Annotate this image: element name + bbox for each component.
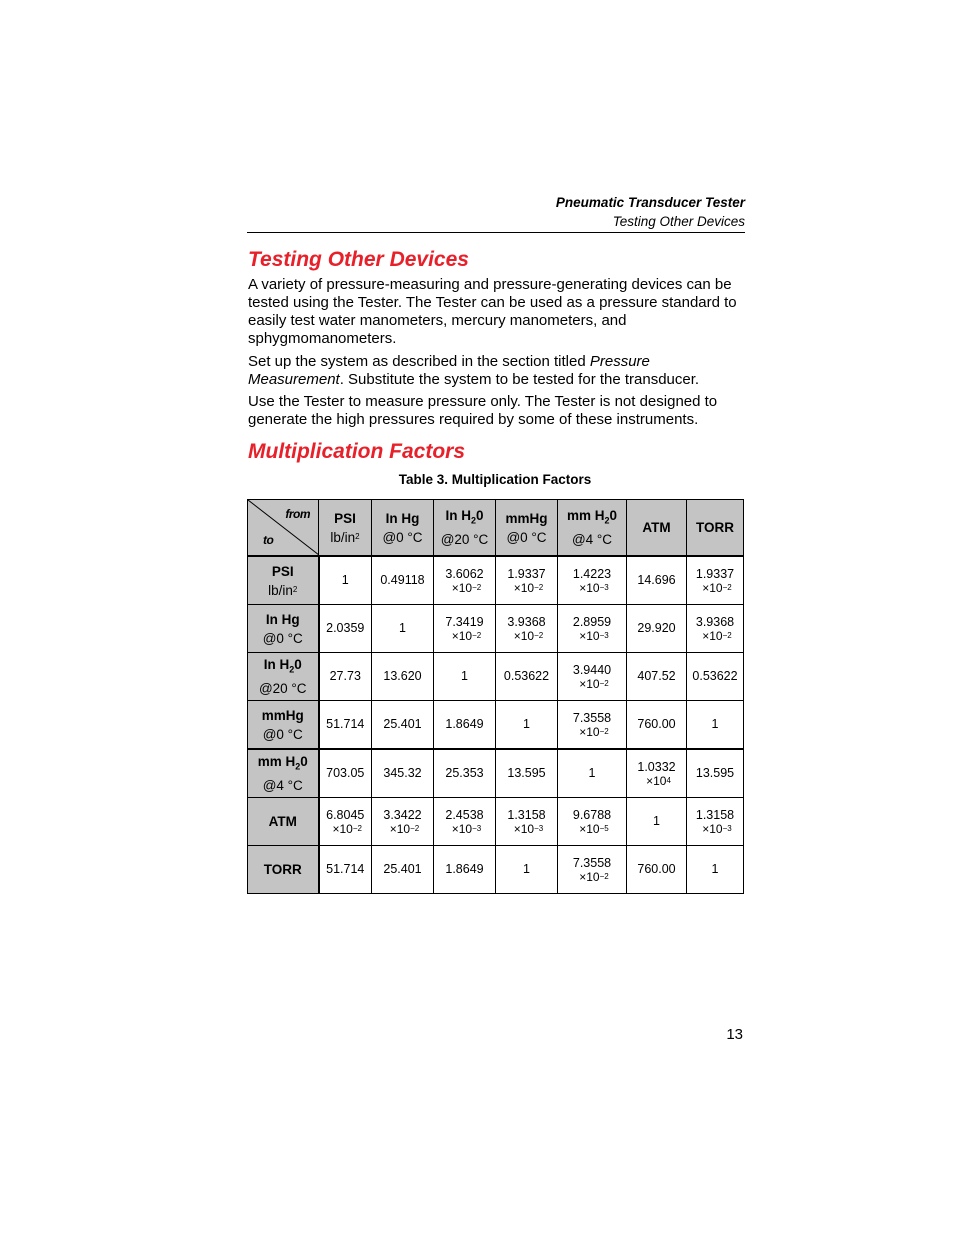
cell-exponent xyxy=(558,823,626,836)
row-header-2-unit-text: @20 °C xyxy=(258,681,307,697)
column-header-5-name xyxy=(627,519,686,536)
table-cell xyxy=(319,653,372,701)
table-cell xyxy=(496,749,558,798)
cell-value: 0.53622 xyxy=(503,669,550,683)
column-header-3-name-text: mmHg xyxy=(505,510,548,526)
exponent-base: ×10 xyxy=(579,676,600,691)
column-header-3 xyxy=(496,500,558,557)
column-header-0-name xyxy=(319,510,371,527)
cell-value: 1.8649 xyxy=(445,862,484,876)
row-header-4-name-tail: 0 xyxy=(300,753,308,769)
table-cell xyxy=(372,749,434,798)
table-cell xyxy=(627,846,687,894)
row-header-1-unit-text: @0 °C xyxy=(262,630,303,646)
column-header-1 xyxy=(372,500,434,557)
cell-value: 1 xyxy=(653,814,660,828)
row-header-0-unit xyxy=(248,582,318,599)
table-cell xyxy=(687,653,744,701)
cell-value: 1.3158 xyxy=(695,807,735,822)
table-cell xyxy=(687,846,744,894)
cell-exponent xyxy=(558,871,626,884)
row-header-4-name-text: mm H xyxy=(257,753,296,769)
table-cell xyxy=(319,846,372,894)
exponent-power: −2 xyxy=(534,582,544,592)
row-header-3-name-text: mmHg xyxy=(261,707,304,723)
column-header-2-unit-text: @20 °C xyxy=(440,532,489,548)
page-number: 13 xyxy=(726,1026,743,1043)
column-header-2-name-text: In H xyxy=(445,507,471,523)
table-cell xyxy=(627,653,687,701)
table-cell xyxy=(496,605,558,653)
row-header-4-name xyxy=(248,753,318,776)
cell-value: 0.53622 xyxy=(692,669,738,683)
paragraph-setup xyxy=(248,353,748,389)
row-header-3-name xyxy=(248,707,318,724)
exponent-power: −2 xyxy=(722,582,732,592)
exponent-base: ×10 xyxy=(702,580,723,595)
row-header-6 xyxy=(248,846,319,894)
cell-value: 1 xyxy=(711,862,719,876)
table-row xyxy=(248,846,744,894)
column-header-4-name-tail: 0 xyxy=(609,507,618,523)
cell-value: 25.401 xyxy=(383,862,422,876)
column-header-0 xyxy=(319,500,372,557)
table-cell xyxy=(496,846,558,894)
table-cell xyxy=(687,605,744,653)
exponent-base: ×10 xyxy=(332,821,353,836)
multiplication-factors-table xyxy=(247,499,744,894)
column-header-1-name xyxy=(372,510,433,527)
column-header-0-unit xyxy=(319,529,371,546)
table-cell xyxy=(372,846,434,894)
exponent-power: −3 xyxy=(534,823,544,833)
table-row xyxy=(248,701,744,750)
cell-value: 3.9368 xyxy=(695,614,735,629)
row-header-0 xyxy=(248,556,319,605)
cell-value: 51.714 xyxy=(326,717,365,731)
table-cell xyxy=(496,798,558,846)
exponent-power: −2 xyxy=(472,582,482,592)
exponent-base: ×10 xyxy=(451,821,473,836)
corner-cell xyxy=(248,500,319,557)
exponent-base: ×10 xyxy=(579,628,600,643)
cell-value: 25.353 xyxy=(445,766,484,780)
cell-value: 1 xyxy=(399,621,406,635)
table-cell xyxy=(434,749,496,798)
column-header-4-name xyxy=(558,507,626,530)
exponent-power: −2 xyxy=(534,630,544,640)
cell-value: 6.8045 xyxy=(326,807,365,822)
exponent-power: −3 xyxy=(599,630,609,640)
exponent-power: −3 xyxy=(472,823,482,833)
table-row xyxy=(248,605,744,653)
exponent-power: −3 xyxy=(722,823,732,833)
exponent-power: −2 xyxy=(599,871,609,881)
cell-value: 1 xyxy=(523,862,530,876)
row-header-0-unit-sup: 2 xyxy=(292,584,298,594)
table-row xyxy=(248,653,744,701)
table-cell xyxy=(627,701,687,750)
table-cell xyxy=(496,701,558,750)
cell-exponent xyxy=(434,582,495,595)
cell-value: 407.52 xyxy=(637,669,676,683)
table-cell xyxy=(687,798,744,846)
column-header-4-unit xyxy=(558,531,626,548)
column-header-4 xyxy=(558,500,627,557)
setup-text-end: . Substitute the system to be tested for the transducer. xyxy=(339,371,700,388)
cell-value: 29.920 xyxy=(637,621,676,635)
table-cell xyxy=(434,556,496,605)
cell-value: 1 xyxy=(341,573,349,587)
column-header-6-name xyxy=(687,519,743,536)
cell-exponent xyxy=(372,823,433,836)
table-row xyxy=(248,556,744,605)
exponent-power: −2 xyxy=(410,823,420,833)
column-header-6-name-text: TORR xyxy=(695,520,734,535)
table-cell xyxy=(319,798,372,846)
column-header-0-name-text: PSI xyxy=(334,510,356,526)
row-header-0-name xyxy=(248,563,318,580)
exponent-base: ×10 xyxy=(646,773,667,788)
cell-value: 760.00 xyxy=(637,717,676,731)
cell-exponent xyxy=(687,823,743,836)
table-cell xyxy=(558,556,627,605)
table-cell xyxy=(496,556,558,605)
exponent-base: ×10 xyxy=(451,628,473,643)
row-header-1 xyxy=(248,605,319,653)
table-body xyxy=(248,556,744,894)
table-cell xyxy=(627,798,687,846)
running-header-subtitle: Testing Other Devices xyxy=(612,214,745,229)
cell-exponent xyxy=(558,582,626,595)
table-cell xyxy=(372,798,434,846)
exponent-power: −2 xyxy=(352,823,362,833)
row-header-3 xyxy=(248,701,319,750)
cell-value: 1.9337 xyxy=(507,566,546,581)
table-cell xyxy=(319,605,372,653)
cell-value: 760.00 xyxy=(637,862,676,876)
cell-value: 7.3419 xyxy=(445,614,484,629)
section-heading-testing-other-devices: Testing Other Devices xyxy=(248,248,469,271)
cell-value: 9.6788 xyxy=(572,807,612,822)
column-header-1-name-text: In Hg xyxy=(385,510,420,526)
cell-value: 3.9440 xyxy=(572,662,612,677)
column-header-5-name-text: ATM xyxy=(642,520,671,535)
table-cell xyxy=(558,701,627,750)
exponent-base: ×10 xyxy=(513,580,535,595)
cell-value: 14.696 xyxy=(637,573,676,587)
table-cell xyxy=(558,749,627,798)
table-cell xyxy=(558,798,627,846)
cell-exponent xyxy=(320,823,372,836)
cell-value: 51.714 xyxy=(326,862,365,876)
row-header-3-unit-text: @0 °C xyxy=(262,726,303,742)
row-header-2 xyxy=(248,653,319,701)
table-cell xyxy=(372,653,434,701)
table-cell xyxy=(558,846,627,894)
row-header-5 xyxy=(248,798,319,846)
column-header-0-unit-text: lb/in xyxy=(330,529,356,545)
column-header-1-unit-text: @0 °C xyxy=(382,529,423,545)
cell-exponent xyxy=(558,726,626,739)
exponent-power: −2 xyxy=(599,726,609,736)
row-header-2-name-text: In H xyxy=(263,656,290,672)
row-header-4-name-sub: 2 xyxy=(295,761,301,772)
cell-value: 345.32 xyxy=(383,766,422,780)
table-cell xyxy=(372,556,434,605)
table-cell xyxy=(558,653,627,701)
cell-value: 25.401 xyxy=(383,717,422,731)
column-header-3-unit xyxy=(496,529,557,546)
column-header-5 xyxy=(627,500,687,557)
row-header-6-name-text: TORR xyxy=(263,862,302,877)
cell-value: 13.620 xyxy=(383,669,422,683)
column-header-3-name xyxy=(496,510,557,527)
cell-value: 1 xyxy=(461,669,468,683)
table-caption: Table 3. Multiplication Factors xyxy=(398,472,592,487)
cell-exponent xyxy=(558,678,626,691)
exponent-base: ×10 xyxy=(513,821,535,836)
table-cell xyxy=(319,701,372,750)
row-header-2-unit xyxy=(248,680,318,697)
cell-exponent xyxy=(496,823,557,836)
cell-value: 7.3558 xyxy=(572,710,612,725)
cell-value: 1.3158 xyxy=(507,807,546,822)
cell-value: 1 xyxy=(588,766,596,780)
cell-value: 3.6062 xyxy=(445,566,484,581)
cell-value: 13.595 xyxy=(507,766,546,780)
row-header-3-unit xyxy=(248,726,318,743)
column-header-1-unit xyxy=(372,529,433,546)
exponent-base: ×10 xyxy=(513,628,535,643)
row-header-4-unit-text: @4 °C xyxy=(262,778,303,794)
section-heading-multiplication-factors: Multiplication Factors xyxy=(248,440,466,463)
exponent-base: ×10 xyxy=(451,580,473,595)
column-header-2 xyxy=(434,500,496,557)
cell-value: 13.595 xyxy=(695,766,735,780)
table-cell xyxy=(319,749,372,798)
cell-value: 1.8649 xyxy=(445,717,484,731)
column-header-6 xyxy=(687,500,744,557)
row-header-4-unit xyxy=(248,777,318,794)
row-header-2-name-tail: 0 xyxy=(294,656,302,672)
exponent-base: ×10 xyxy=(579,724,600,739)
table-cell xyxy=(496,653,558,701)
row-header-1-name xyxy=(248,611,318,628)
cell-exponent xyxy=(434,823,495,836)
exponent-power: −2 xyxy=(599,678,609,688)
row-header-0-unit-text: lb/in xyxy=(268,582,293,598)
row-header-2-name xyxy=(248,656,318,679)
exponent-base: ×10 xyxy=(702,628,723,643)
table-cell xyxy=(687,749,744,798)
table-row xyxy=(248,798,744,846)
cell-value: 1.0332 xyxy=(637,759,676,774)
column-header-4-name-sub: 2 xyxy=(604,515,610,526)
column-header-2-unit xyxy=(434,531,495,548)
running-header-title: Pneumatic Transducer Tester xyxy=(555,195,745,210)
column-header-2-name xyxy=(434,507,495,530)
cell-exponent xyxy=(496,630,557,643)
exponent-power: −2 xyxy=(472,630,482,640)
cell-exponent xyxy=(627,775,686,788)
cell-exponent xyxy=(687,582,743,595)
table-cell xyxy=(372,701,434,750)
exponent-power: −5 xyxy=(599,823,609,833)
paragraph-devices-intro: A variety of pressure-measuring and pressure-generating devices can be tested using the Tester. The Tester can be used as a pressure standard to easily test water manometers, mercury manometers, and sphygmomanometers. xyxy=(248,276,737,347)
cell-exponent xyxy=(496,582,557,595)
table-cell xyxy=(319,556,372,605)
cell-value: 7.3558 xyxy=(572,855,612,870)
row-header-1-unit xyxy=(248,630,318,647)
table-cell xyxy=(434,798,496,846)
table-cell xyxy=(627,556,687,605)
row-header-5-name xyxy=(248,813,318,830)
cell-value: 2.0359 xyxy=(326,621,365,635)
exponent-power: −3 xyxy=(599,582,609,592)
paragraph-measure-only: Use the Tester to measure pressure only. The Tester is not designed to generate the high pressures required by some of these instruments. xyxy=(248,393,718,428)
corner-from-label: from xyxy=(285,507,310,521)
column-header-4-unit-text: @4 °C xyxy=(571,532,613,548)
column-header-3-unit-text: @0 °C xyxy=(506,529,547,545)
row-header-5-name-text: ATM xyxy=(268,814,297,829)
corner-to-label: to xyxy=(263,533,274,547)
table-header-row xyxy=(248,500,744,557)
cell-exponent xyxy=(558,630,626,643)
row-header-2-name-sub: 2 xyxy=(289,664,295,675)
cell-exponent xyxy=(434,630,495,643)
table-cell xyxy=(434,653,496,701)
table-row xyxy=(248,749,744,798)
cell-exponent xyxy=(687,630,743,643)
exponent-power: −2 xyxy=(722,630,732,640)
column-header-2-name-sub: 2 xyxy=(470,515,476,526)
column-header-0-unit-sup: 2 xyxy=(355,531,360,541)
exponent-base: ×10 xyxy=(579,821,600,836)
row-header-4 xyxy=(248,749,319,798)
exponent-base: ×10 xyxy=(579,869,600,884)
cell-value: 1 xyxy=(523,717,530,731)
table-cell xyxy=(627,749,687,798)
cell-value: 2.4538 xyxy=(445,807,484,822)
cell-value: 3.9368 xyxy=(507,614,546,629)
table-cell xyxy=(434,701,496,750)
row-header-1-name-text: In Hg xyxy=(265,611,300,627)
table-cell xyxy=(434,846,496,894)
cell-value: 1 xyxy=(711,717,719,731)
table-cell xyxy=(627,605,687,653)
row-header-0-name-text: PSI xyxy=(271,563,294,579)
cell-value: 2.8959 xyxy=(572,614,612,629)
setup-text-start: Set up the system as described in the section titled xyxy=(248,353,590,370)
setup-reference: Pressure Measurement xyxy=(248,353,650,388)
cell-value: 0.49118 xyxy=(380,573,425,587)
cell-value: 1.9337 xyxy=(695,566,735,581)
column-header-2-name-tail: 0 xyxy=(476,507,484,523)
cell-value: 703.05 xyxy=(326,766,365,780)
table-cell xyxy=(558,605,627,653)
row-header-6-name xyxy=(248,861,318,878)
exponent-power: 4 xyxy=(666,775,671,785)
exponent-base: ×10 xyxy=(702,821,723,836)
exponent-base: ×10 xyxy=(389,821,411,836)
cell-value: 1.4223 xyxy=(572,566,612,581)
table-cell xyxy=(687,556,744,605)
table-cell xyxy=(434,605,496,653)
cell-value: 27.73 xyxy=(329,669,361,683)
table-cell xyxy=(687,701,744,750)
table-cell xyxy=(372,605,434,653)
header-rule xyxy=(247,232,745,233)
exponent-base: ×10 xyxy=(579,580,600,595)
column-header-4-name-text: mm H xyxy=(566,507,605,523)
cell-value: 3.3422 xyxy=(383,807,422,822)
